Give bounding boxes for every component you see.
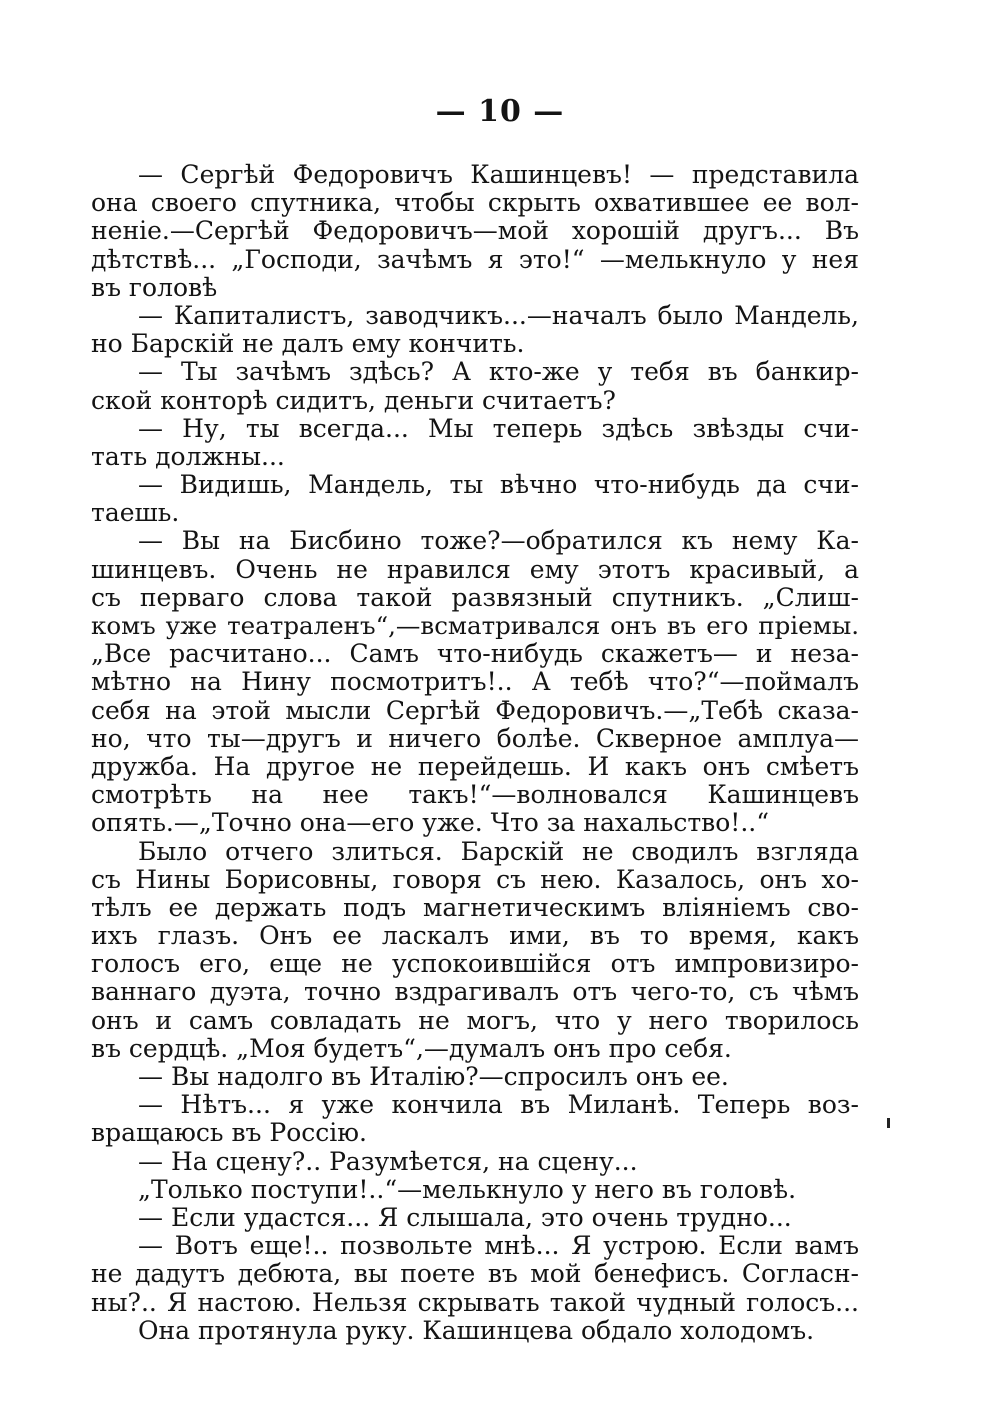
text-line: въ головѣ [91,272,218,302]
text-line: „Только поступи!..“—мелькнуло у него въ головѣ. [138,1174,797,1204]
text-line: смотрѣть на нее такъ!“—волновался Кашинцевъ [91,780,859,810]
text-line: — Ну, ты всегда... Мы теперь здѣсь звѣзды счи- [138,413,859,443]
text-line: ской конторѣ сидитъ, деньги считаетъ? [91,385,616,415]
text-line: — Вы на Бисбино тоже?—обратился къ нему Ка- [138,526,859,556]
text-line: мѣтно на Нину посмотритъ!.. А тебѣ что?“—поймалъ [91,667,859,697]
text-line: тѣлъ ее держать подъ магнетическимъ вліяніемъ сво- [91,892,859,922]
text-line: съ Нины Борисовны, говоря съ нею. Казалось, онъ хо- [91,864,859,894]
text-line: ихъ глазъ. Онъ ее ласкалъ ими, въ то время, какъ [91,921,859,951]
page-number: — 10 — [435,94,565,129]
text-line: но, что ты—другъ и ничего болѣе. Скверное амплуа— [91,723,859,753]
text-line: съ перваго слова такой развязный спутникъ. „Слиш- [91,582,859,612]
body-text [91,161,859,1345]
text-line: — Вотъ еще!.. позвольте мнѣ... Я устрою. Если вамъ [138,1231,859,1261]
text-line: дружба. На другое не перейдешь. И какъ онъ смѣетъ [91,751,859,781]
text-line: „Все расчитано... Самъ что-нибудь скажетъ— и неза- [91,639,859,669]
text-line: — Вы надолго въ Италію?—спросилъ онъ ее. [138,1062,729,1091]
text-line: она своего спутника, чтобы скрыть охватившее ее вол- [91,188,859,218]
text-line: не дадутъ дебюта, вы поете въ мой бенефисъ. Согласн- [91,1259,859,1289]
text-line: — Капиталистъ, заводчикъ...—началъ было Мандель, [138,300,859,330]
text-line: — Нѣтъ... я уже кончила въ Миланѣ. Теперь воз- [138,1090,859,1120]
text-line: онъ и самъ совладать не могъ, что у него творилось [91,1005,859,1035]
text-line: тать должны... [91,441,285,471]
text-line: но Барскій не далъ ему кончить. [91,329,525,359]
text-line: опять.—„Точно она—его уже. Что за нахальство!..“ [91,808,770,838]
text-line: ваннаго дуэта, точно вздрагивалъ отъ чего-то, съ чѣмъ [91,977,859,1007]
text-line: шинцевъ. Очень не нравился ему этотъ красивый, а [91,554,859,584]
text-line: комъ уже театраленъ“,—всматривался онъ въ его пріемы. [91,611,859,640]
text-line: — Ты зачѣмъ здѣсь? А кто-же у тебя въ банкир- [138,357,859,387]
text-line: Она протянула руку. Кашинцева обдало холодомъ. [138,1315,815,1345]
text-line: вращаюсь въ Россію. [91,1118,367,1148]
text-line: — Сергѣй Федоровичъ Кашинцевъ! — представила [138,160,859,189]
text-line: въ сердцѣ. „Моя будетъ“,—думалъ онъ про себя. [91,1033,732,1063]
text-line: дѣтствѣ... „Господи, зачѣмъ я это!“ —мелькнуло у нея [91,244,859,274]
text-line: ны?.. Я настою. Нельзя скрывать такой чудный голосъ... [91,1287,859,1317]
text-line: — Видишь, Мандель, ты вѣчно что-нибудь да счи- [138,470,859,500]
text-line: таешь. [91,498,180,528]
text-line: себя на этой мысли Сергѣй Федоровичъ.—„Тебѣ сказа- [91,695,859,725]
text-line: — Если удастся... Я слышала, это очень трудно... [138,1202,792,1232]
text-line: — На сцену?.. Разумѣется, на сцену... [138,1146,638,1176]
margin-mark [887,1118,890,1128]
text-line: неніе.—Сергѣй Федоровичъ—мой хорошій другъ... Въ [91,216,859,246]
text-line: Было отчего злиться. Барскій не сводилъ взгляда [138,836,859,866]
text-line: голосъ его, еще не успокоившійся отъ импровизиро- [91,949,859,979]
